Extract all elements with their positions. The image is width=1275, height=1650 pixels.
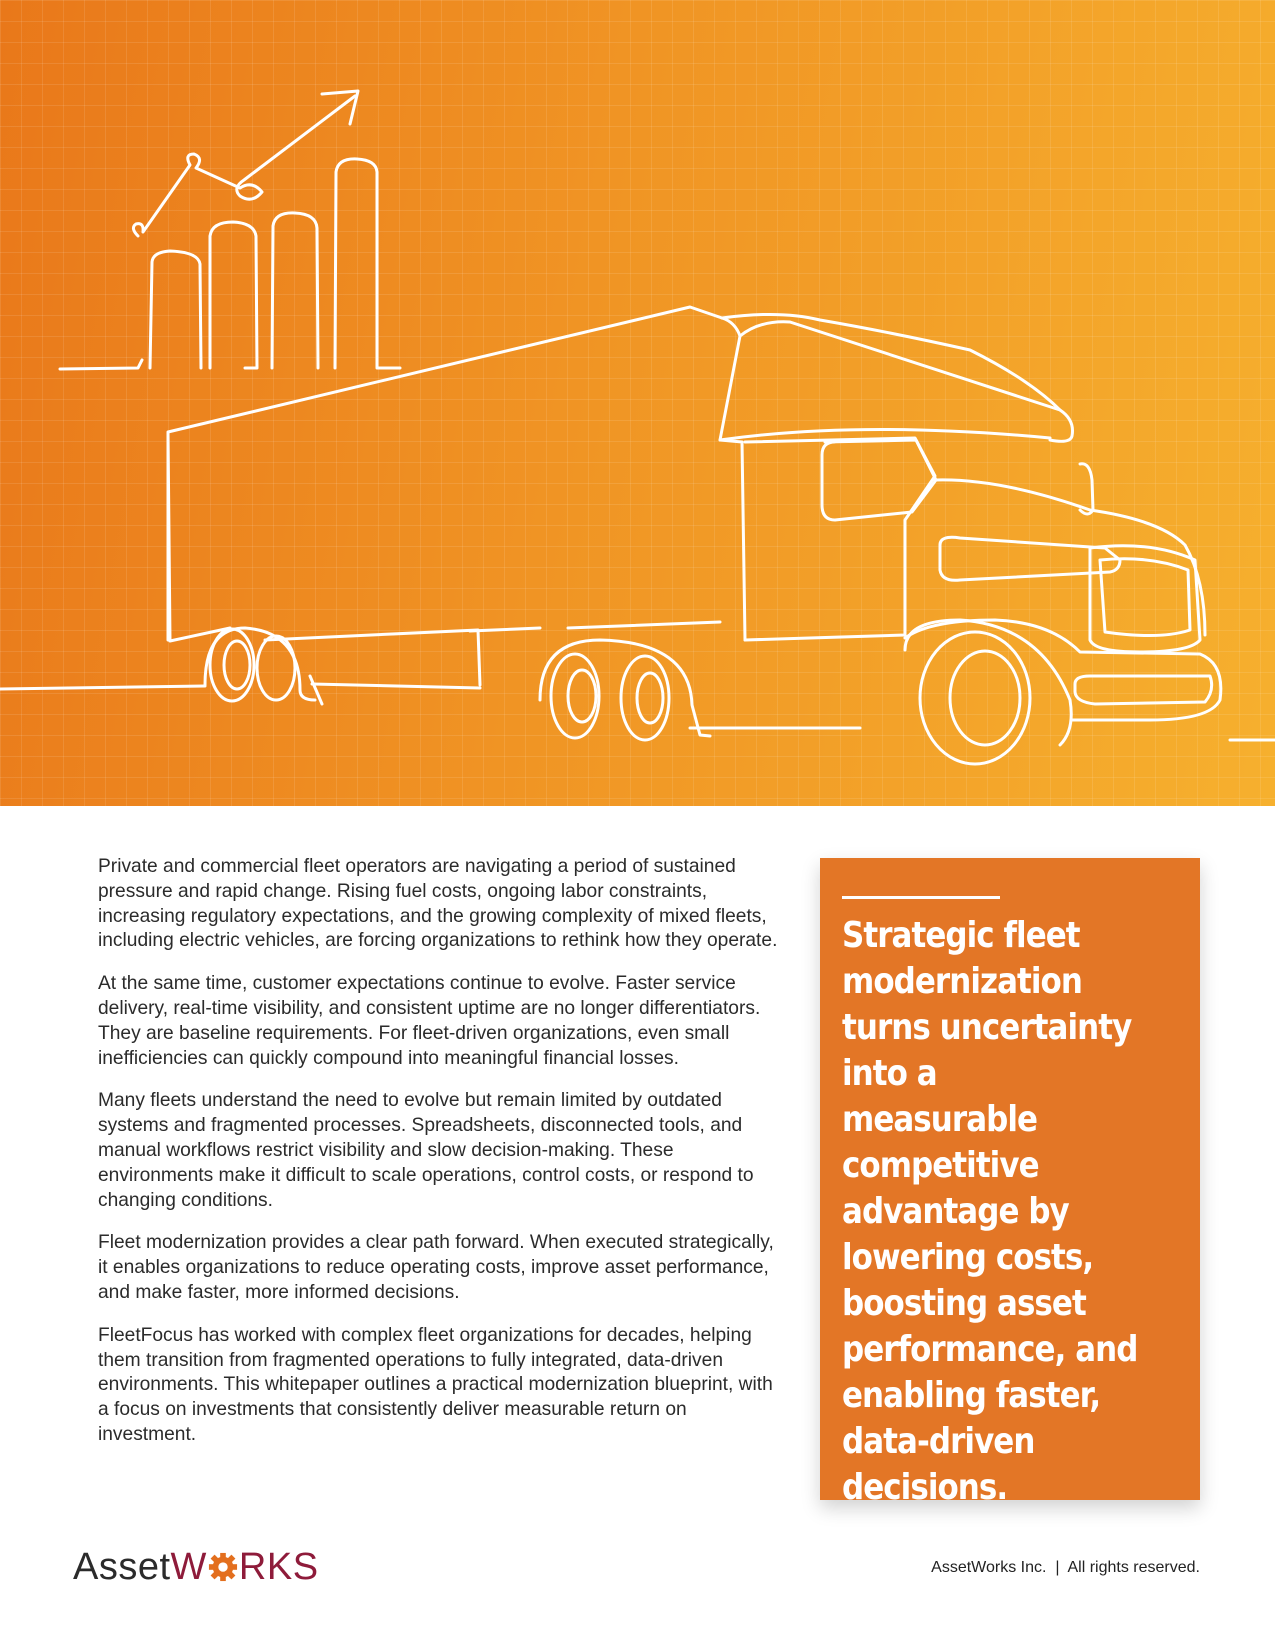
chart-baseline	[60, 360, 142, 369]
intro-body-text	[98, 855, 778, 1466]
intro-paragraph-3: Many fleets understand the need to evolve but remain limited by outdated systems and fragmented processes. Spreadsheets, disconnected tools, and manual workflows restrict visibility and slow decision-making. These environments make it difficult to scale operations, control costs, or respond to changing conditions.	[98, 1090, 754, 1211]
front-wheel-arch	[905, 620, 1071, 745]
chart-bar-4	[335, 159, 400, 368]
cab-door	[745, 438, 935, 640]
assetworks-logo	[73, 1547, 319, 1587]
hero-banner	[0, 0, 1275, 806]
cab-hood	[935, 480, 1205, 635]
callout-quote-text: Strategic fleet modernization turns uncertainty into a measurable competitive advantage by lowering costs, boosting asset performance, and enabling faster, data-driven decisions.	[842, 915, 1138, 1508]
chart-bar-2	[210, 222, 257, 368]
intro-paragraph-1: Private and commercial fleet operators are navigating a period of sustained pressure and rapid change. Rising fuel costs, ongoing labor constraints, increasing regulatory expectations, and the growing complexity of mixed fleets, including electric vehicles, are forcing organizations to rethink how they operate.	[98, 856, 778, 952]
cab-headlight	[940, 537, 1120, 580]
trailer-wheel-2	[257, 636, 295, 700]
logo-text-rks: RKS	[238, 1546, 319, 1588]
chart-bar-1	[150, 251, 201, 368]
logo-text-asset: Asset	[73, 1546, 171, 1588]
footer-copyright: AssetWorks Inc. | All rights reserved.	[931, 1559, 1200, 1576]
truck-chart-illustration	[0, 0, 1275, 806]
intro-paragraph-2: At the same time, customer expectations continue to evolve. Faster service delivery, real-time visibility, and consistent uptime are no longer differentiators. They are baseline requirements. For fleet-driven organizations, even small inefficiencies can quickly compound into meaningful financial losses.	[98, 973, 761, 1069]
cab-window	[822, 440, 936, 520]
chart-trend-line	[133, 96, 355, 236]
front-wheel-hub	[950, 651, 1020, 745]
gear-icon	[207, 1550, 239, 1580]
logo-text-w: W	[170, 1546, 207, 1588]
pull-quote-callout	[820, 858, 1200, 1508]
drive-wheel-1	[551, 654, 599, 738]
callout-accent-rule	[842, 896, 1000, 899]
intro-paragraph-4: Fleet modernization provides a clear path forward. When executed strategically, it enables organizations to reduce operating costs, improve asset performance, and make faster, more informed decisions.	[98, 1232, 774, 1303]
trailer-wheel-1-hub	[224, 641, 250, 689]
trailer-floor	[470, 622, 720, 631]
drive-wheel-1-hub	[568, 670, 596, 722]
cab-bumper-lip	[1075, 676, 1212, 704]
cab-back	[720, 318, 745, 640]
cab-roof-fairing	[722, 314, 1073, 441]
drive-wheel-2-hub	[637, 673, 663, 723]
chart-bar-3	[272, 213, 318, 368]
intro-paragraph-5: FleetFocus has worked with complex fleet organizations for decades, helping them transition from fragmented operations to fully integrated, data-driven environments. This whitepaper outlines a practical modernization blueprint, with a focus on investments that consistently deliver measurable return on investment.	[98, 1324, 773, 1445]
